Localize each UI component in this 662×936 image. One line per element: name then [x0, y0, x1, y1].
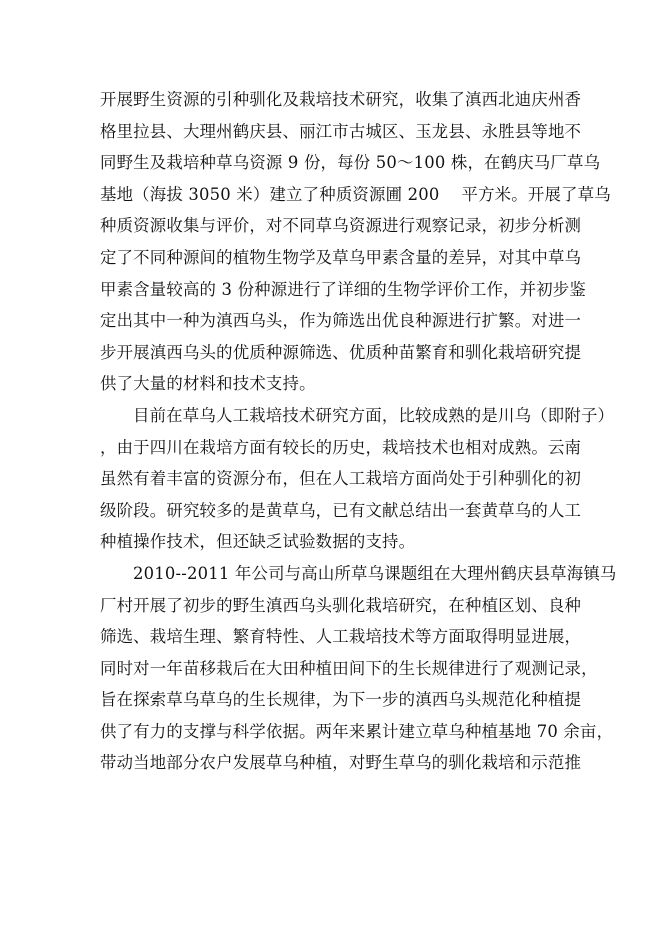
text-line: 定出其中一种为滇西乌头，作为筛选出优良种源进行扩繁。对进一	[100, 311, 582, 331]
text-line: ，由于四川在栽培方面有较长的历史，栽培技术也相对成熟。云南	[100, 437, 582, 457]
text-line: 定了不同种源间的植物生物学及草乌甲素含量的差异，对其中草乌	[100, 247, 582, 267]
text-line: 虽然有着丰富的资源分布，但在人工栽培方面尚处于引种驯化的初	[100, 469, 582, 489]
text-line: 基地（海拔 3050 米）建立了种质资源圃 200 平方米。开展了草乌	[100, 184, 611, 204]
text-line: 步开展滇西乌头的优质种源筛选、优质种苗繁育和驯化栽培研究提	[100, 342, 582, 362]
text-line-indented: 2010--2011 年公司与高山所草乌课题组在大理州鹤庆县草海镇马	[133, 563, 617, 583]
text-line: 同时对一年苗移栽后在大田种植田间下的生长规律进行了观测记录，	[100, 658, 598, 678]
text-line: 筛选、栽培生理、繁育特性、人工栽培技术等方面取得明显进展，	[100, 627, 582, 647]
text-line: 种质资源收集与评价，对不同草乌资源进行观察记录，初步分析测	[100, 216, 582, 236]
text-line: 甲素含量较高的 3 份种源进行了详细的生物学评价工作，并初步鉴	[100, 279, 586, 299]
text-line: 供了有力的支撑与科学依据。两年来累计建立草乌种植基地 70 余亩，	[100, 721, 614, 741]
text-line: 种植操作技术，但还缺乏试验数据的支持。	[100, 532, 416, 552]
text-line: 开展野生资源的引种驯化及栽培技术研究，收集了滇西北迪庆州香	[100, 90, 582, 109]
text-line: 厂村开展了初步的野生滇西乌头驯化栽培研究，在种植区划、良种	[100, 595, 582, 615]
text-line: 旨在探索草乌草乌的生长规律，为下一步的滇西乌头规范化种植提	[100, 690, 582, 710]
text-line: 格里拉县、大理州鹤庆县、丽江市古城区、玉龙县、永胜县等地不	[100, 121, 582, 141]
text-line-indented: 目前在草乌人工栽培技术研究方面，比较成熟的是川乌（即附子）	[133, 405, 615, 425]
text-line: 带动当地部分农户发展草乌种植，对野生草乌的驯化栽培和示范推	[100, 753, 582, 773]
text-line: 供了大量的材料和技术支持。	[100, 374, 316, 394]
text-line: 同野生及栽培种草乌资源 9 份，每份 50～100 株，在鹤庆马厂草乌	[100, 153, 601, 173]
text-line: 级阶段。研究较多的是黄草乌，已有文献总结出一套黄草乌的人工	[100, 500, 582, 520]
body-text	[100, 84, 617, 779]
